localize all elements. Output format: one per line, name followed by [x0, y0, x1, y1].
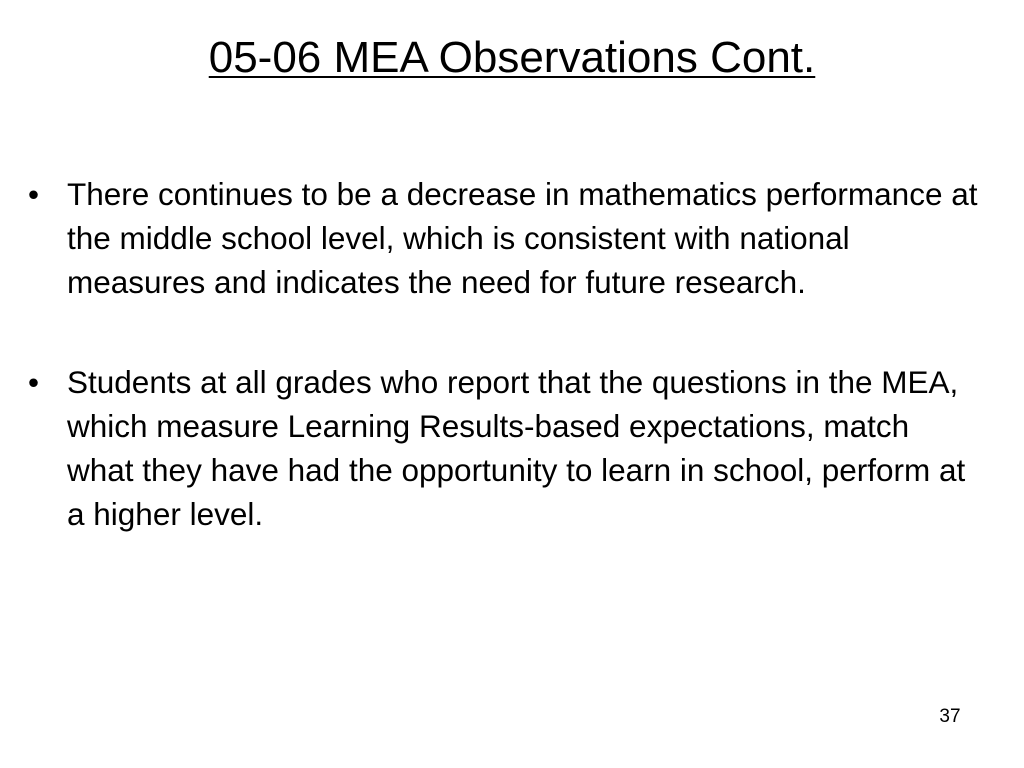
bullet-icon: •	[28, 176, 40, 212]
bullet-text: Students at all grades who report that the questions in the MEA, which measure Learning Results-based expectations, match what they have had the opportunity to learn in school, perform at a higher level.	[67, 364, 966, 532]
bullet-text: There continues to be a decrease in mathematics performance at the middle school level, which is consistent with national measures and indicates the need for future research.	[67, 176, 978, 300]
bullet-item	[28, 172, 978, 304]
slide-title-text: 05-06 MEA Observations Cont.	[208, 33, 816, 82]
bullet-item	[28, 360, 978, 536]
bullet-icon: •	[28, 364, 40, 400]
bullet-list	[28, 172, 978, 536]
slide-title	[0, 28, 1024, 88]
page-number: 37	[939, 706, 961, 727]
